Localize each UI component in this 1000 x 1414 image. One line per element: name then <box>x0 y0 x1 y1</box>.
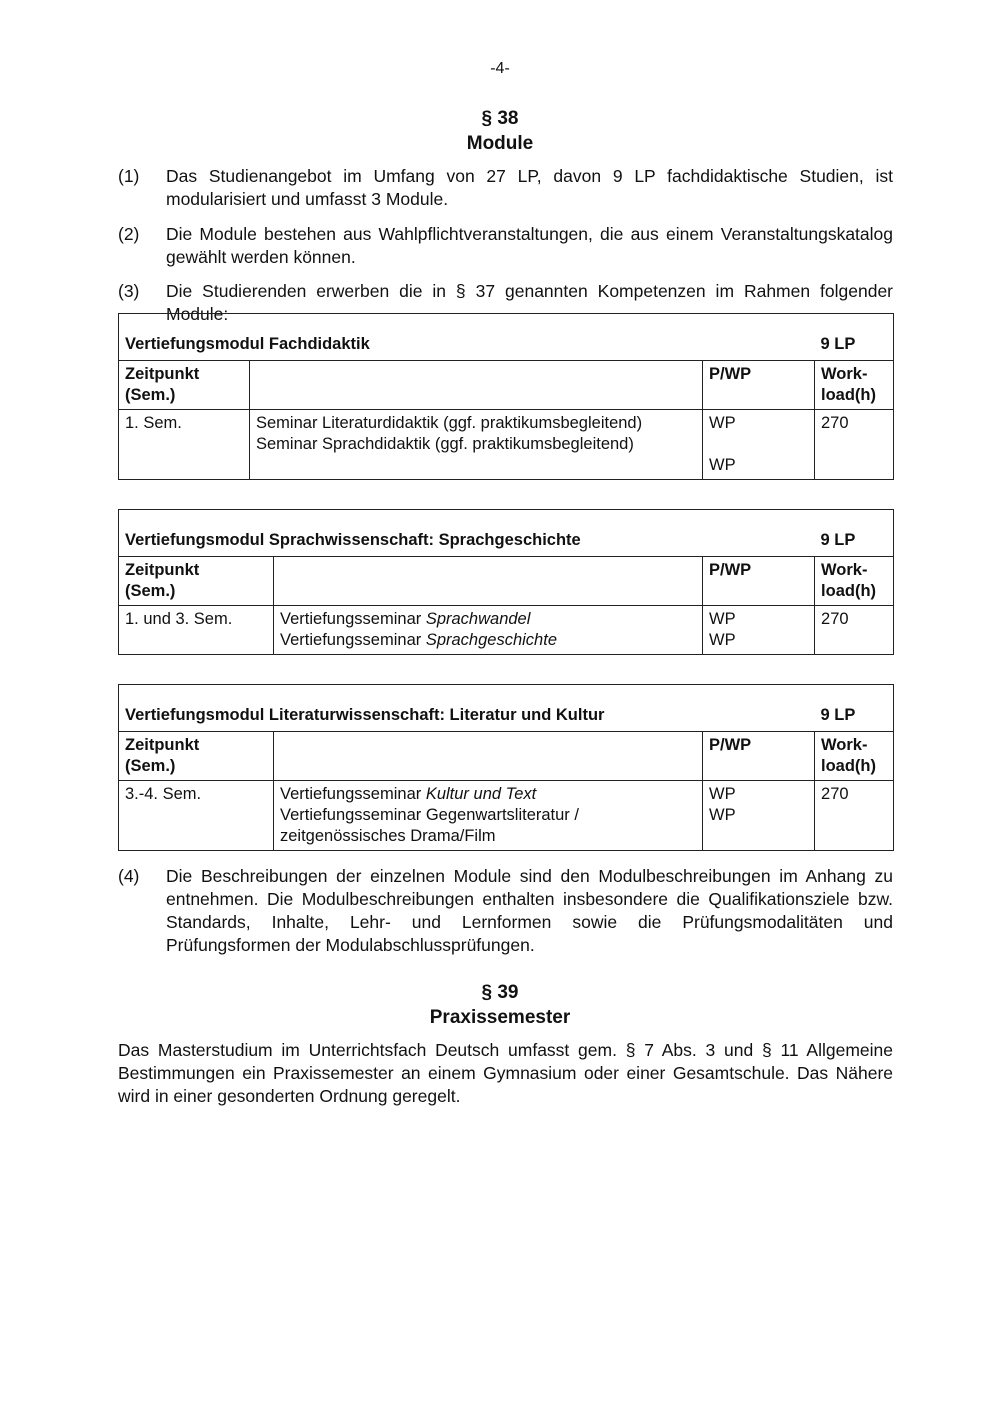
paragraph-number: (1) <box>118 166 140 186</box>
paragraph-1 <box>118 165 893 211</box>
workload-cell: 270 <box>815 410 894 480</box>
module-table-sprachwissenschaft <box>118 509 894 655</box>
module-title-row <box>119 685 894 732</box>
page-number: -4- <box>490 60 510 77</box>
module-lp: 9 LP <box>815 685 894 732</box>
module-title-row <box>119 314 894 361</box>
paragraph-number: (4) <box>118 866 140 886</box>
module-title: Vertiefungsmodul Sprachwissenschaft: Sprachgeschichte <box>119 510 815 557</box>
header-workload: Work- load(h) <box>815 361 894 410</box>
module-title: Vertiefungsmodul Literaturwissenschaft: Literatur und Kultur <box>119 685 815 732</box>
header-pwp: P/WP <box>703 732 815 781</box>
workload-cell: 270 <box>815 781 894 851</box>
header-workload: Work- load(h) <box>815 732 894 781</box>
header-course <box>250 361 703 410</box>
header-pwp: P/WP <box>703 361 815 410</box>
module-header-row <box>119 732 894 781</box>
section-title: Praxissemester <box>429 1007 571 1028</box>
section-39-heading <box>0 980 1000 1030</box>
course-cell: Vertiefungsseminar Kultur und Text Vertiefungsseminar Gegenwartsliteratur / zeitgenössisches Drama/Film <box>274 781 703 851</box>
time-cell: 1. und 3. Sem. <box>119 606 274 655</box>
paragraph-text: Die Beschreibungen der einzelnen Module sind den Modulbeschreibungen im Anhang zu entnehmen. Die Modulbeschreibungen enthalten insbesondere die Qualifikationsziele bzw. Standards, Inhalte, Lehr- und Lernformen sowie die Prüfungsmodalitäten und Prüfungsformen der Modulabschlussprüfungen. <box>166 866 893 955</box>
paragraph-praxissemester <box>118 1039 893 1108</box>
time-cell: 3.-4. Sem. <box>119 781 274 851</box>
section-number: § 38 <box>481 108 519 129</box>
header-workload: Work- load(h) <box>815 557 894 606</box>
section-38-heading <box>0 106 1000 156</box>
module-title: Vertiefungsmodul Fachdidaktik <box>119 314 815 361</box>
module-lp: 9 LP <box>815 510 894 557</box>
pwp-cell: WP WP <box>703 606 815 655</box>
workload-cell: 270 <box>815 606 894 655</box>
paragraph-text: Das Studienangebot im Umfang von 27 LP, davon 9 LP fachdidaktische Studien, ist modularisiert und umfasst 3 Module. <box>166 166 893 209</box>
pwp-cell: WP WP <box>703 781 815 851</box>
table-row <box>119 781 894 851</box>
header-time: Zeitpunkt (Sem.) <box>119 361 250 410</box>
module-title-row <box>119 510 894 557</box>
time-cell: 1. Sem. <box>119 410 250 480</box>
paragraph-4 <box>118 865 893 957</box>
module-lp: 9 LP <box>815 314 894 361</box>
section-number: § 39 <box>481 982 519 1003</box>
section-title: Module <box>466 133 534 154</box>
table-row <box>119 410 894 480</box>
header-time: Zeitpunkt (Sem.) <box>119 732 274 781</box>
paragraph-text: Die Studierenden erwerben die in § 37 genannten Kompetenzen im Rahmen folgender Module: <box>166 281 893 324</box>
header-time: Zeitpunkt (Sem.) <box>119 557 274 606</box>
header-course <box>274 732 703 781</box>
header-course <box>274 557 703 606</box>
paragraph-number: (3) <box>118 281 140 301</box>
pwp-cell: WP WP <box>703 410 815 480</box>
table-row <box>119 606 894 655</box>
course-cell: Seminar Literaturdidaktik (ggf. praktikumsbegleitend) Seminar Sprachdidaktik (ggf. praktikumsbegleitend) <box>250 410 703 480</box>
paragraph-text: Das Masterstudium im Unterrichtsfach Deutsch umfasst gem. § 7 Abs. 3 und § 11 Allgemeine Bestimmungen ein Praxissemester an einem Gymnasium oder einer Gesamtschule. Das Nähere wird in einer gesonderten Ordnung geregelt. <box>118 1040 893 1106</box>
module-table-fachdidaktik <box>118 313 894 480</box>
header-pwp: P/WP <box>703 557 815 606</box>
module-header-row <box>119 557 894 606</box>
module-table-literaturwissenschaft <box>118 684 894 851</box>
paragraph-text: Die Module bestehen aus Wahlpflichtveranstaltungen, die aus einem Veranstaltungskatalog gewählt werden können. <box>166 224 893 267</box>
course-cell: Vertiefungsseminar Sprachwandel Vertiefungsseminar Sprachgeschichte <box>274 606 703 655</box>
module-header-row <box>119 361 894 410</box>
paragraph-2 <box>118 223 893 269</box>
paragraph-number: (2) <box>118 224 140 244</box>
